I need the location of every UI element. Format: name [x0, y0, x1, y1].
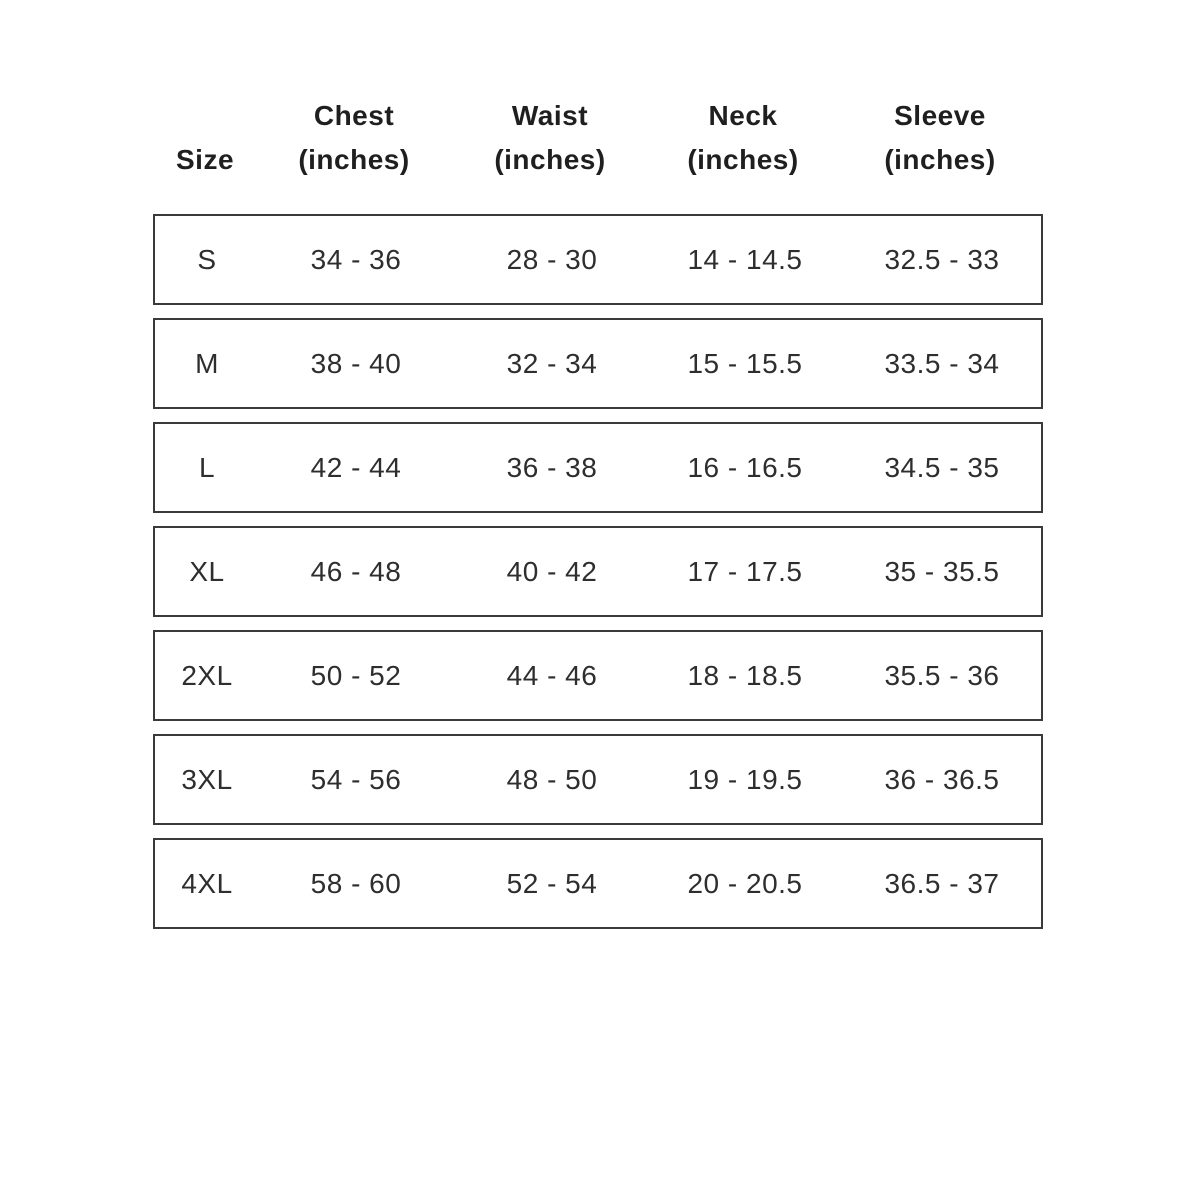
neck-cell: 19 - 19.5 — [687, 764, 803, 795]
neck-cell: 18 - 18.5 — [687, 660, 803, 691]
chest-cell: 46 - 48 — [310, 556, 402, 587]
header-sleeve-line1: Sleeve — [894, 100, 986, 131]
header-size-line2: Size — [175, 144, 235, 175]
header-waist-line2: (inches) — [494, 144, 606, 175]
header-neck-line1: Neck — [708, 100, 778, 131]
size-cell: 4XL — [181, 868, 233, 899]
table-row — [153, 318, 1043, 409]
header-chest — [254, 92, 454, 182]
neck-cell: 14 - 14.5 — [687, 244, 803, 275]
table-row — [153, 214, 1043, 305]
sleeve-cell: 36.5 - 37 — [884, 868, 1000, 899]
header-sleeve-line2: (inches) — [884, 144, 996, 175]
header-neck — [643, 92, 843, 182]
waist-cell: 48 - 50 — [506, 764, 598, 795]
table-row — [153, 422, 1043, 513]
header-neck-line2: (inches) — [687, 144, 799, 175]
size-cell: XL — [189, 556, 225, 587]
sleeve-cell: 32.5 - 33 — [884, 244, 1000, 275]
table-row — [153, 526, 1043, 617]
sleeve-cell: 33.5 - 34 — [884, 348, 1000, 379]
sleeve-cell: 35.5 - 36 — [884, 660, 1000, 691]
chest-cell: 38 - 40 — [310, 348, 402, 379]
waist-cell: 28 - 30 — [506, 244, 598, 275]
header-chest-line2: (inches) — [298, 144, 410, 175]
neck-cell: 16 - 16.5 — [687, 452, 803, 483]
table-row — [153, 734, 1043, 825]
table-row — [153, 838, 1043, 929]
size-cell: 2XL — [181, 660, 233, 691]
chest-cell: 50 - 52 — [310, 660, 402, 691]
waist-cell: 40 - 42 — [506, 556, 598, 587]
sleeve-cell: 34.5 - 35 — [884, 452, 1000, 483]
chest-cell: 58 - 60 — [310, 868, 402, 899]
size-cell: M — [195, 348, 219, 379]
chest-cell: 54 - 56 — [310, 764, 402, 795]
size-cell: 3XL — [181, 764, 233, 795]
waist-cell: 44 - 46 — [506, 660, 598, 691]
neck-cell: 17 - 17.5 — [687, 556, 803, 587]
size-table-body — [153, 214, 1043, 942]
sleeve-cell: 35 - 35.5 — [884, 556, 1000, 587]
chest-cell: 34 - 36 — [310, 244, 402, 275]
waist-cell: 36 - 38 — [506, 452, 598, 483]
chest-cell: 42 - 44 — [310, 452, 402, 483]
size-cell: L — [198, 452, 216, 483]
table-row — [153, 630, 1043, 721]
header-waist-line1: Waist — [511, 100, 589, 131]
sleeve-cell: 36 - 36.5 — [884, 764, 1000, 795]
waist-cell: 52 - 54 — [506, 868, 598, 899]
header-chest-line1: Chest — [313, 100, 395, 131]
table-header — [0, 92, 1200, 182]
neck-cell: 20 - 20.5 — [687, 868, 803, 899]
neck-cell: 15 - 15.5 — [687, 348, 803, 379]
waist-cell: 32 - 34 — [506, 348, 598, 379]
header-sleeve — [840, 92, 1040, 182]
header-waist — [450, 92, 650, 182]
size-cell: S — [197, 244, 217, 275]
